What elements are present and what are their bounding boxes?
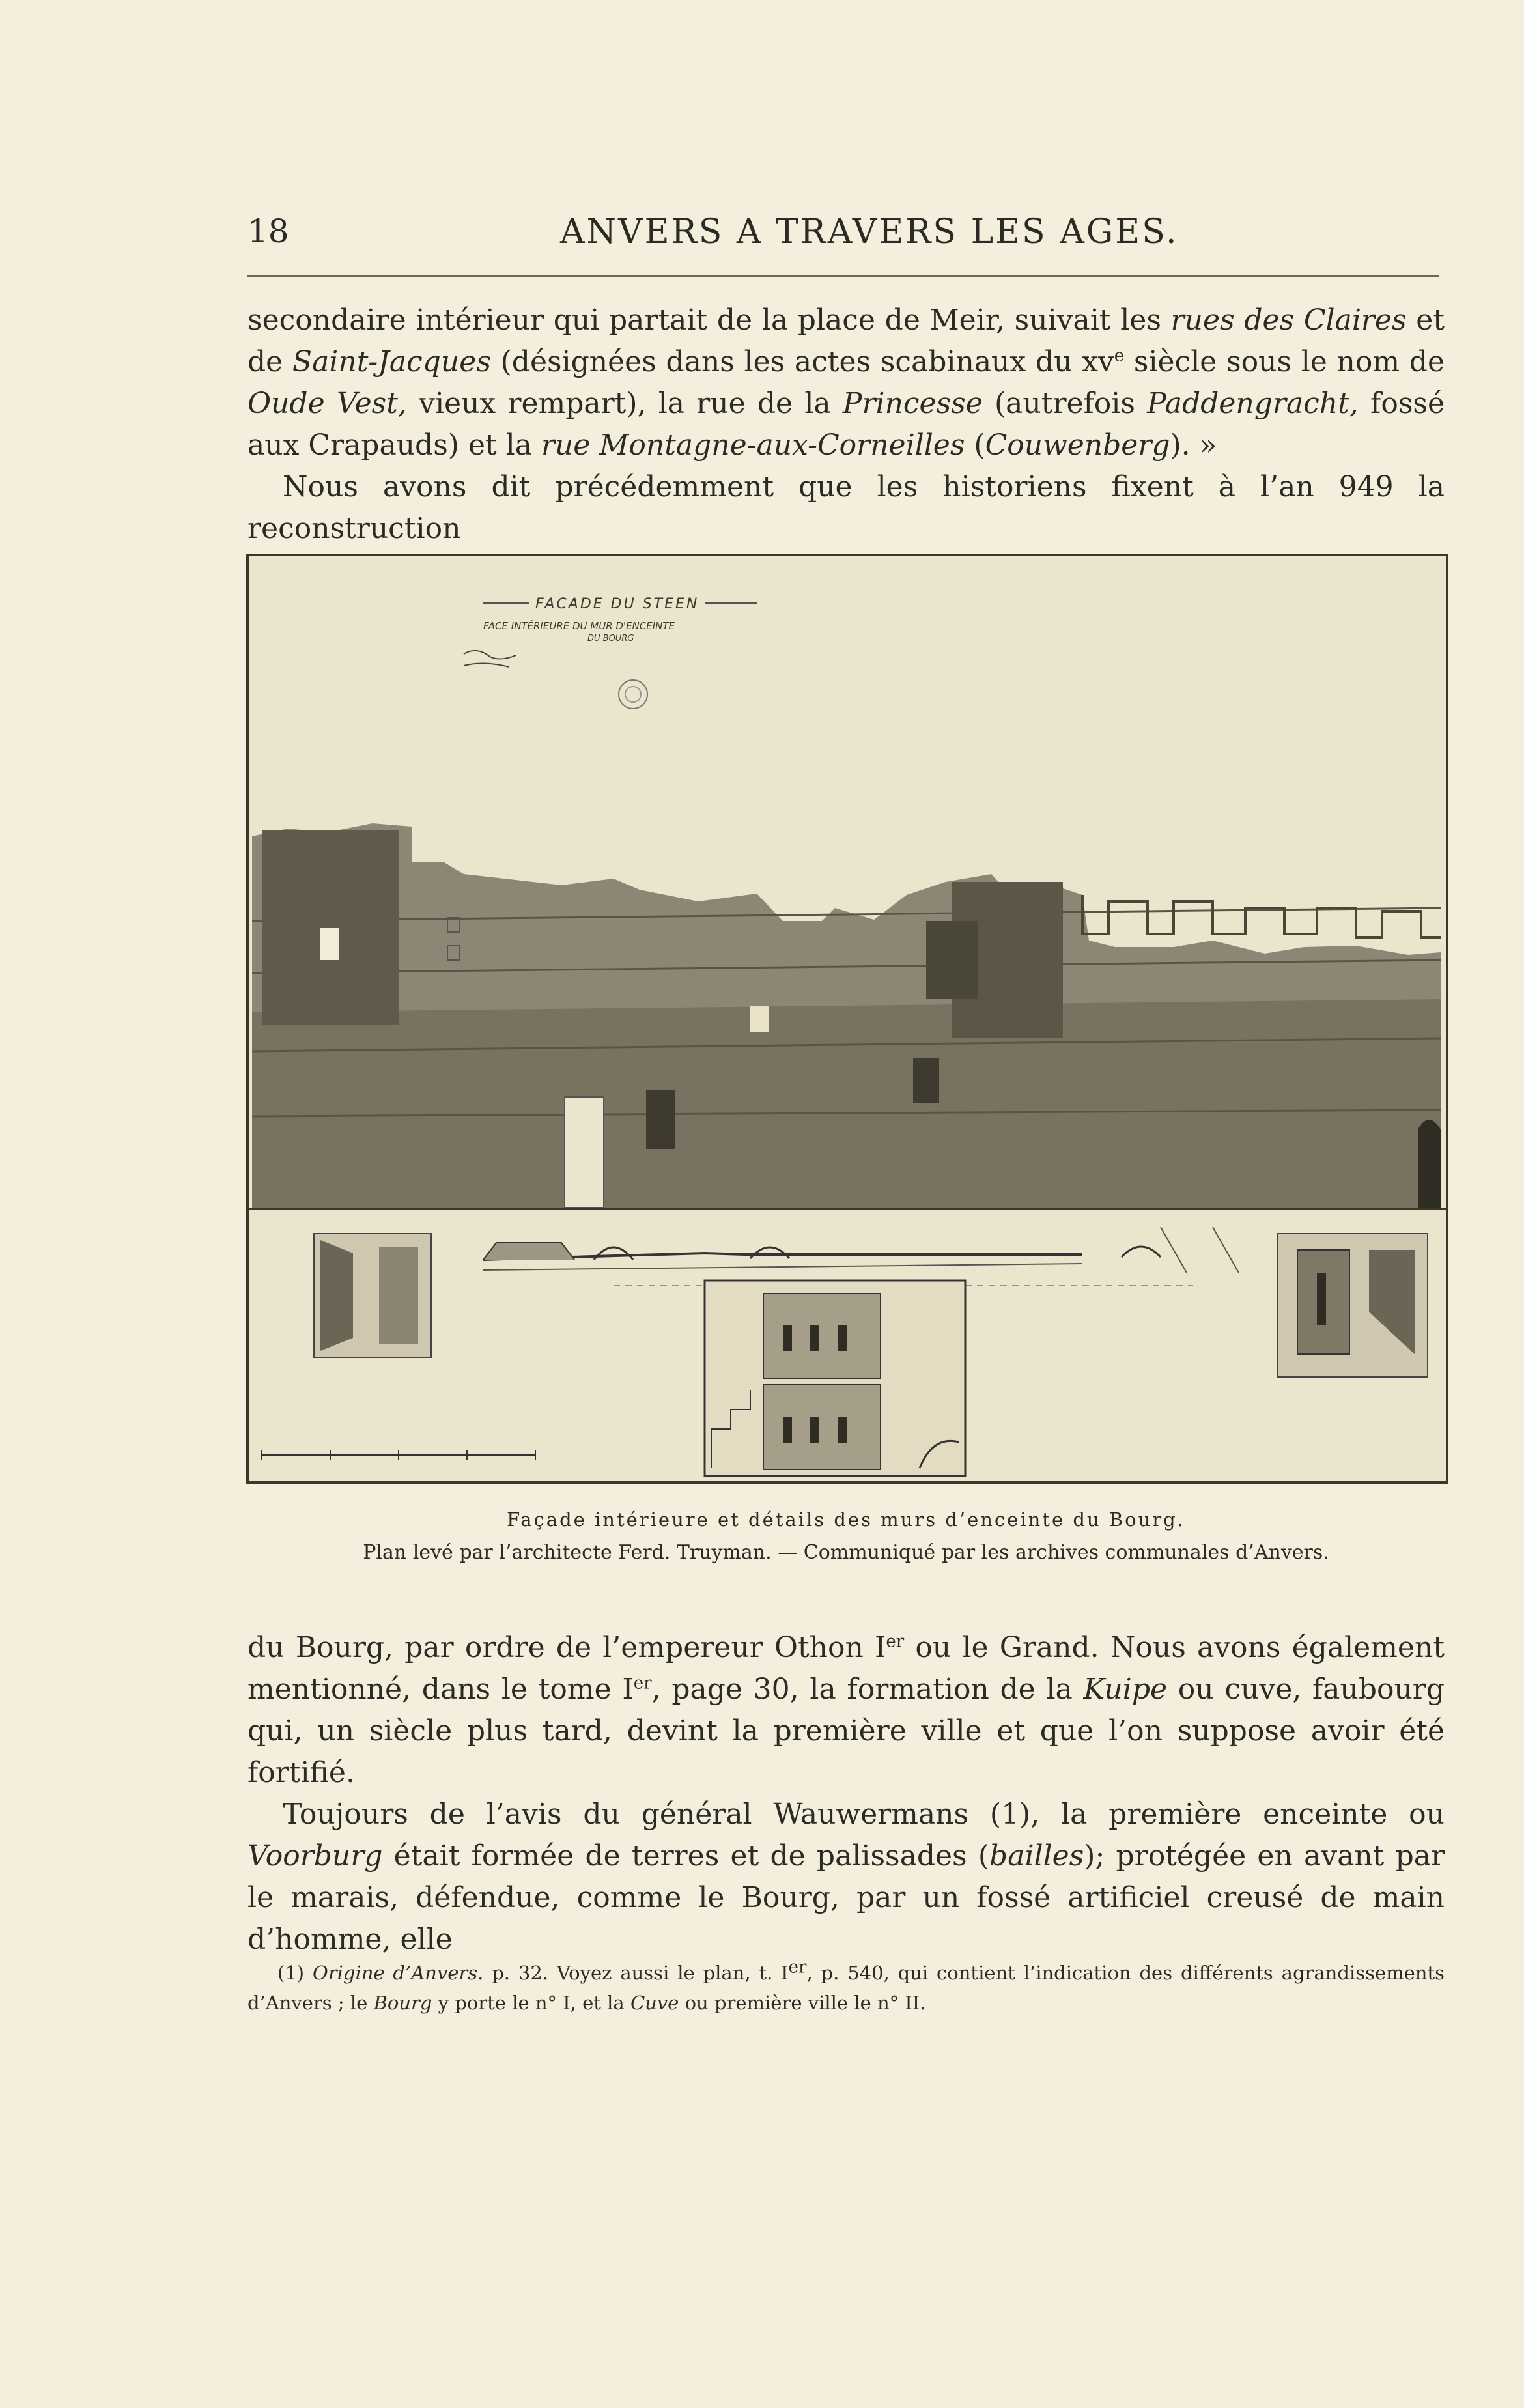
figure-credit: Plan levé par l’architecte Ferd. Truyman. — Communiqué par les archives communales d’Anvers.	[363, 1541, 1329, 1564]
tower-block	[926, 921, 978, 999]
wall-window	[750, 1006, 769, 1032]
lower-text	[247, 1627, 1445, 1961]
section-upper-room	[763, 1294, 881, 1378]
running-title: ANVERS A TRAVERS LES AGES.	[560, 212, 1179, 251]
paragraph: secondaire intérieur qui partait de la place de Meir, suivait les rues des Claires et de Saint-Jacques (désignées dans les actes scabinaux du $xv^e$ siècle sous le nom de Oude Vest, vieux rempart), la rue de la Princesse (autrefois Paddengracht, fossé aux Crapauds) et la rue Montagne-aux-Corneilles (Couwenberg). »	[247, 304, 1445, 462]
section-window	[810, 1325, 819, 1351]
section-window	[838, 1325, 847, 1351]
doorway	[565, 1097, 604, 1208]
paragraph: Toujours de l’avis du général Wauwermans (1), la première enceinte ou Voorburg était formée de terres et de palissades (bailles); protégée en avant par le marais, défendue, comme le Bourg, par un fossé artificiel creusé de main d’homme, elle	[247, 1798, 1445, 1956]
tower-window	[320, 928, 339, 960]
footnote-text: (1) Origine d’Anvers. p. 32. Voyez aussi le plan, t. Ier, p. 540, qui contient l’indication des différents agrandissements d’Anvers ; le Bourg y porte le n° I, et la Cuve ou première ville le n° II.	[247, 1957, 1445, 2014]
drawing-subtitle-2: DU BOURG	[587, 634, 634, 644]
drawing-title: FACADE DU STEEN	[535, 596, 699, 612]
doorway	[646, 1090, 675, 1149]
arched-doorway	[1418, 1120, 1441, 1208]
detail-right-slot	[1317, 1273, 1326, 1325]
section-lower-room	[763, 1385, 881, 1469]
section-window	[783, 1325, 792, 1351]
paragraph: Nous avons dit précédemment que les historiens fixent à l’an 949 la reconstruction	[247, 470, 1445, 545]
plan-bastion	[483, 1243, 574, 1260]
running-head	[247, 207, 1439, 259]
detail-left-section	[320, 1240, 353, 1351]
facade-drawing	[249, 556, 1446, 1481]
paragraph: du Bourg, par ordre de l’empereur Othon Ier ou le Grand. Nous avons également mentionné, dans le tome Ier, page 30, la formation de la Kuipe ou cuve, faubourg qui, un siècle plus tard, devint la première ville et que l’on suppose avoir été fortifié.	[247, 1631, 1445, 1789]
doorway	[913, 1058, 939, 1103]
section-window	[838, 1417, 847, 1443]
detail-left-block	[379, 1247, 418, 1344]
section-window	[783, 1417, 792, 1443]
upper-text	[247, 300, 1445, 550]
header-rule	[247, 275, 1439, 277]
wall-lower-shadow	[252, 999, 1441, 1208]
page-number: 18	[247, 212, 289, 250]
footnote	[247, 1958, 1445, 2018]
figure-caption: Façade intérieure et détails des murs d’enceinte du Bourg.	[507, 1509, 1185, 1531]
figure-plate	[246, 554, 1448, 1484]
drawing-subtitle: FACE INTÉRIEURE DU MUR D'ENCEINTE	[483, 620, 675, 632]
section-window	[810, 1417, 819, 1443]
